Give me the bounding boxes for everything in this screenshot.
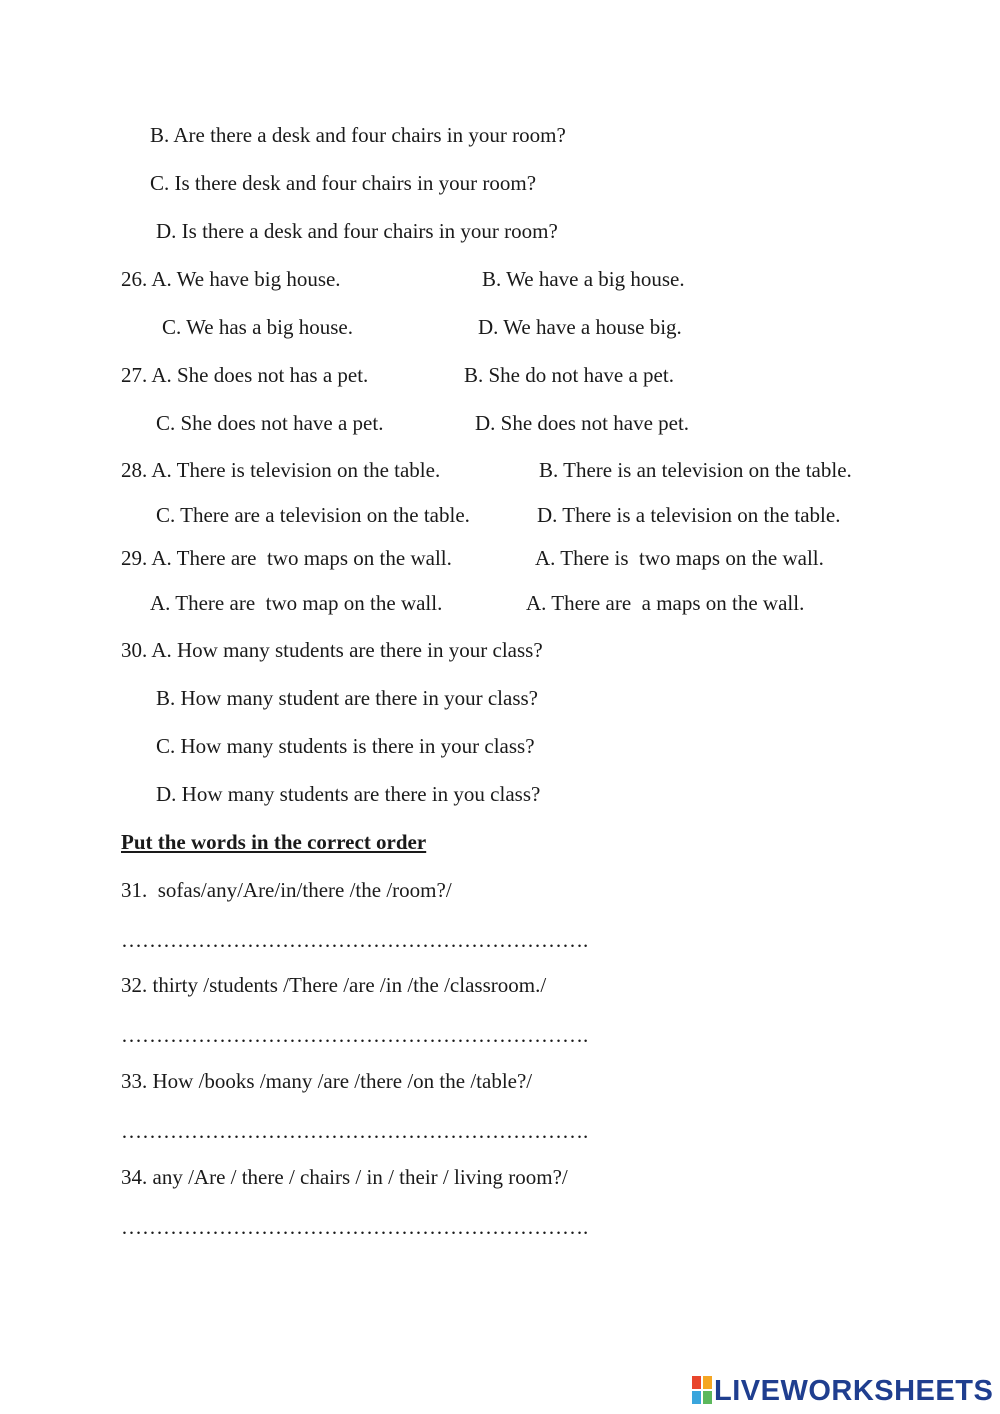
q27-option-a: 27. A. She does not has a pet.	[121, 363, 369, 387]
q30-option-a: 30. A. How many students are there in your class?	[121, 638, 543, 662]
q32-prompt: 32. thirty /students /There /are /in /the /classroom./	[121, 973, 547, 997]
liveworksheets-logo-text: LIVEWORKSHEETS	[714, 1375, 994, 1407]
q29-option-2: A. There is two maps on the wall.	[535, 546, 824, 570]
q27-option-b: B. She do not have a pet.	[464, 363, 674, 387]
q28-option-a: 28. A. There is television on the table.	[121, 458, 441, 482]
q30-option-b: B. How many student are there in your class?	[156, 686, 538, 710]
q29-option-1: 29. A. There are two maps on the wall.	[121, 546, 452, 570]
q34-answer-line[interactable]: ………………………………………………………….	[121, 1215, 589, 1239]
q33-prompt: 33. How /books /many /are /there /on the /table?/	[121, 1069, 533, 1093]
q28-option-d: D. There is a television on the table.	[537, 503, 841, 527]
q25-option-c: C. Is there desk and four chairs in your room?	[150, 171, 537, 195]
q27-option-c: C. She does not have a pet.	[156, 411, 384, 435]
q26-option-a: 26. A. We have big house.	[121, 267, 341, 291]
liveworksheets-logo	[692, 1374, 993, 1408]
liveworksheets-logo-icon	[692, 1376, 714, 1406]
q31-prompt: 31. sofas/any/Are/in/there /the /room?/	[121, 878, 452, 902]
q34-prompt: 34. any /Are / there / chairs / in / their / living room?/	[121, 1165, 568, 1189]
q31-answer-line[interactable]: ………………………………………………………….	[121, 928, 589, 952]
q25-option-b: B. Are there a desk and four chairs in your room?	[150, 123, 566, 147]
q30-option-c: C. How many students is there in your class?	[156, 734, 535, 758]
q29-option-4: A. There are a maps on the wall.	[526, 591, 805, 615]
q25-option-d: D. Is there a desk and four chairs in your room?	[156, 219, 558, 243]
q29-option-3: A. There are two map on the wall.	[150, 591, 443, 615]
q33-answer-line[interactable]: ………………………………………………………….	[121, 1119, 589, 1143]
q26-option-d: D. We have a house big.	[478, 315, 682, 339]
q26-option-c: C. We has a big house.	[162, 315, 353, 339]
q30-option-d: D. How many students are there in you class?	[156, 782, 541, 806]
q28-option-b: B. There is an television on the table.	[539, 458, 852, 482]
q27-option-d: D. She does not have pet.	[475, 411, 690, 435]
q26-option-b: B. We have a big house.	[482, 267, 685, 291]
section-heading: Put the words in the correct order	[121, 830, 427, 854]
q32-answer-line[interactable]: ………………………………………………………….	[121, 1023, 589, 1047]
q28-option-c: C. There are a television on the table.	[156, 503, 470, 527]
